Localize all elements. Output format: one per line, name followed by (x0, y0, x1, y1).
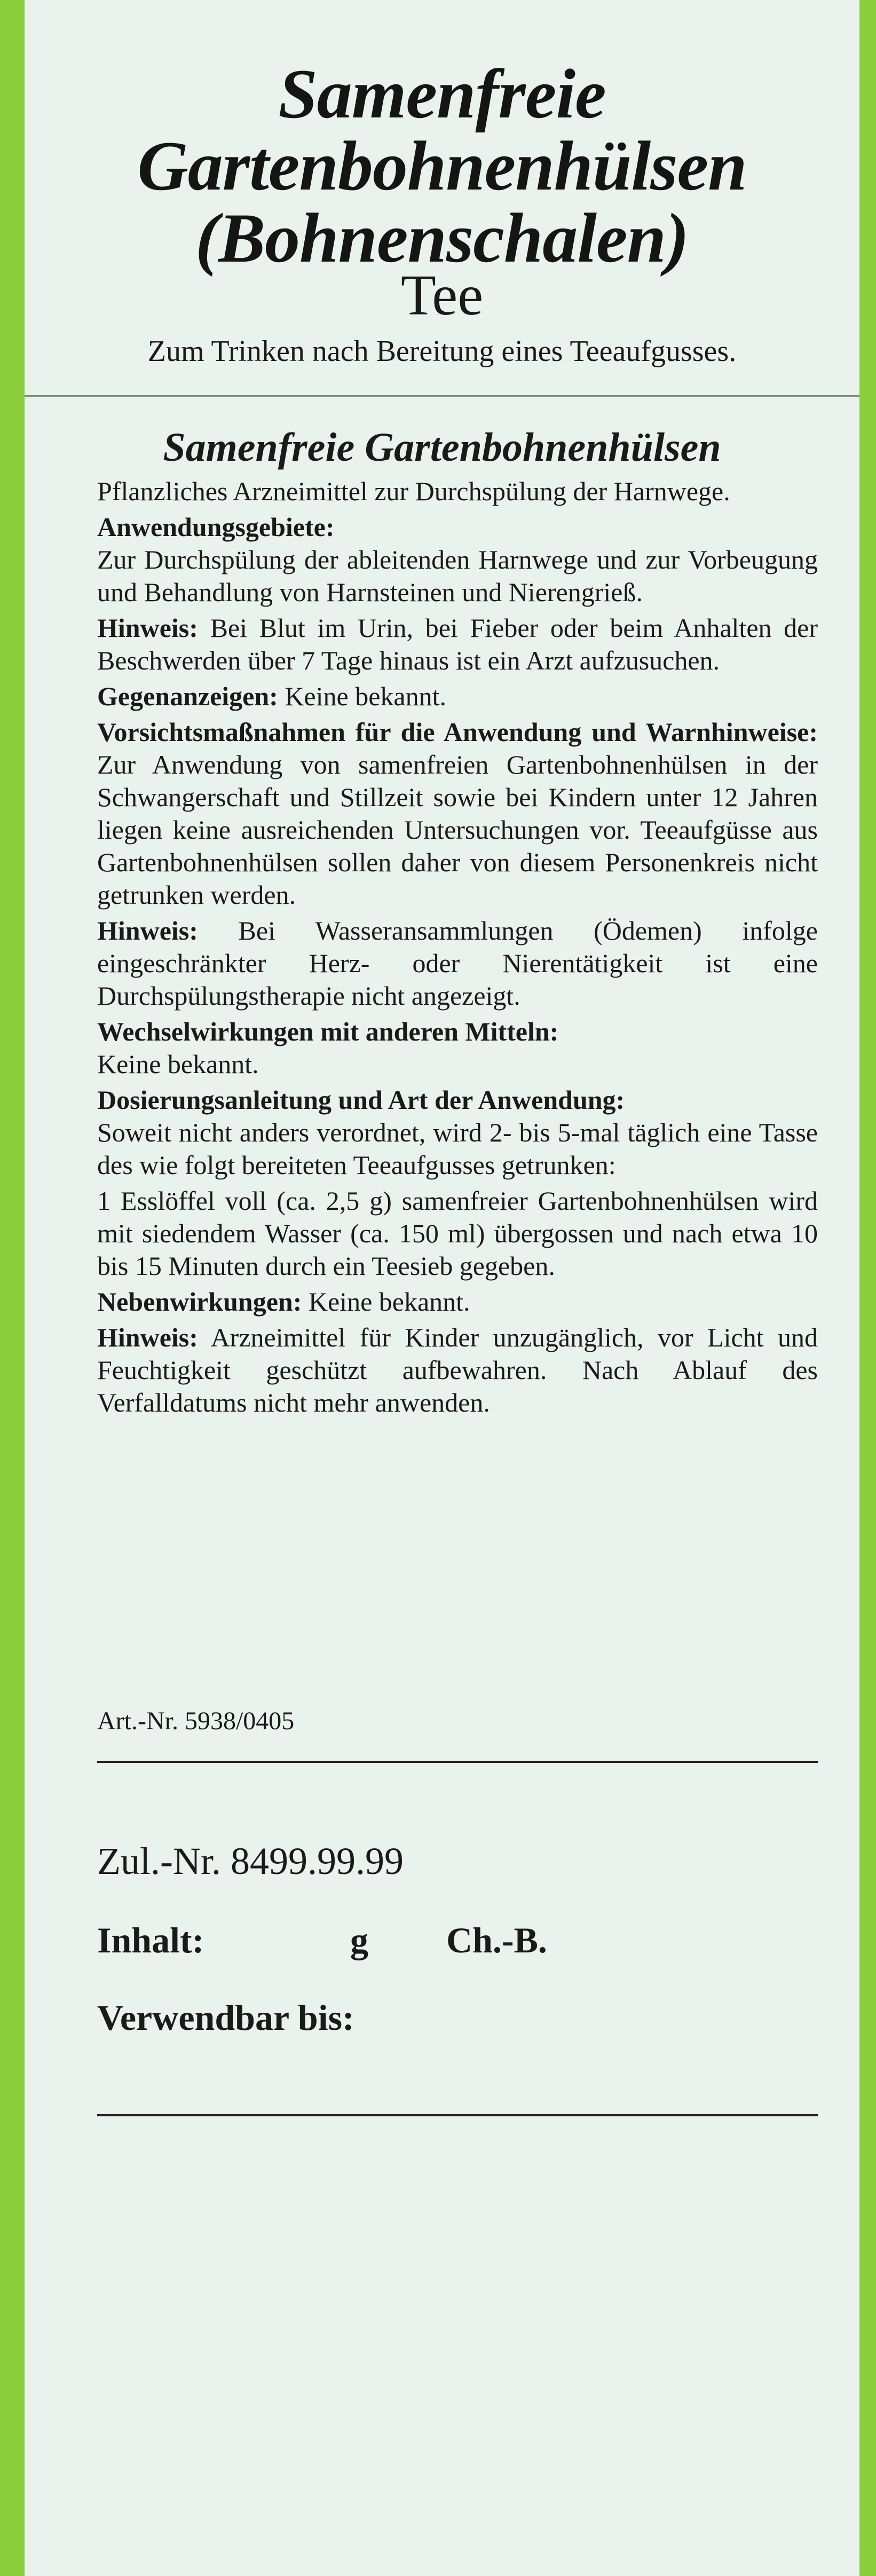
paragraph (97, 1084, 818, 1181)
paragraph-heading: Hinweis: (97, 916, 198, 946)
paragraph-heading: Anwendungsgebiete: (97, 512, 335, 542)
paragraph (97, 1286, 818, 1318)
paragraph-text: Bei Blut im Urin, bei Fieber oder beim Anhalten der Beschwerden über 7 Tage hinaus ist ein Arzt aufzusuchen. (97, 613, 818, 675)
paragraph (97, 1015, 818, 1081)
paragraph (97, 915, 818, 1012)
paragraph-heading: Hinweis: (97, 613, 198, 643)
paragraph (97, 1185, 818, 1282)
title-line-1: Samenfreie (278, 54, 606, 133)
paragraph (97, 475, 818, 508)
batch-label: Ch.-B. (446, 1920, 547, 1960)
leaflet-header (25, 21, 859, 397)
approval-number: Zul.-Nr. 8499.99.99 (97, 1840, 404, 1882)
divider-rule (97, 1761, 818, 1763)
paragraph-text: Keine bekannt. (285, 681, 446, 711)
paragraph-heading: Gegenanzeigen: (97, 681, 278, 711)
expiry-rule (97, 2114, 818, 2116)
product-form: Tee (400, 264, 484, 327)
leaflet-body (97, 475, 818, 1422)
paragraph (97, 612, 818, 677)
paragraph-text: Zur Durchspülung der ableitenden Harnwege und zur Vorbeugung und Behandlung von Harnsteinen und Nierengrieß. (97, 545, 818, 607)
usage-subtitle: Zum Trinken nach Bereitung eines Teeaufgusses. (147, 335, 737, 368)
paragraph-heading: Nebenwirkungen: (97, 1287, 302, 1317)
section-title: Samenfreie Gartenbohnenhülsen (163, 425, 721, 470)
content-label: Inhalt: (97, 1920, 204, 1960)
article-number: Art.-Nr. 5938/0405 (97, 1707, 295, 1735)
paragraph-text: 1 Esslöffel voll (ca. 2,5 g) samenfreier Gartenbohnenhülsen wird mit siedendem Wasser (ca. 150 ml) übergossen und nach etwa 10 bis 15 Minuten durch ein Teesieb gegeben. (97, 1186, 818, 1281)
package-leaflet (25, 0, 859, 2576)
paragraph-text: Soweit nicht anders verordnet, wird 2- bis 5-mal täglich eine Tasse des wie folgt bereiteten Teeaufgusses getrunken: (97, 1117, 818, 1180)
paragraph-text: Arzneimittel für Kinder unzugänglich, vor Licht und Feuchtigkeit geschützt aufbewahren. Nach Ablauf des Verfalldatums nicht mehr anwenden. (97, 1322, 818, 1417)
paragraph-text: Keine bekannt. (308, 1287, 470, 1317)
paragraph (97, 511, 818, 609)
title-line-2: Gartenbohnenhülsen (137, 127, 747, 205)
paragraph (97, 1321, 818, 1419)
paragraph-heading: Wechselwirkungen mit anderen Mitteln: (97, 1017, 559, 1046)
paragraph (97, 680, 818, 713)
paragraph (97, 716, 818, 911)
paragraph-text: Pflanzliches Arzneimittel zur Durchspülung der Harnwege. (97, 476, 730, 506)
paragraph-text: Zur Anwendung von samenfreien Gartenbohnenhülsen in der Schwangerschaft und Stillzeit sowie bei Kindern unter 12 Jahren liegen keine ausreichenden Untersuchungen vor. Teeaufgüsse aus Gartenbohnenhülsen sollen daher von diesem Personenkreis nicht getrunken werden. (97, 750, 818, 910)
content-unit: g (350, 1920, 368, 1960)
paragraph-heading: Hinweis: (97, 1322, 198, 1352)
title-line-3: (Bohnenschalen) (195, 199, 689, 277)
paragraph-heading: Vorsichtsmaßnahmen für die Anwendung und Warnhinweise: (97, 717, 818, 747)
paragraph-text: Bei Wasseransammlungen (Ödemen) infolge eingeschränkter Herz- oder Nierentätigkeit ist eine Durchspülungstherapie nicht angezeigt. (97, 916, 818, 1011)
paragraph-text: Keine bekannt. (97, 1049, 259, 1079)
expiry-label: Verwendbar bis: (97, 1997, 354, 2038)
paragraph-heading: Dosierungsanleitung und Art der Anwendung: (97, 1085, 625, 1115)
